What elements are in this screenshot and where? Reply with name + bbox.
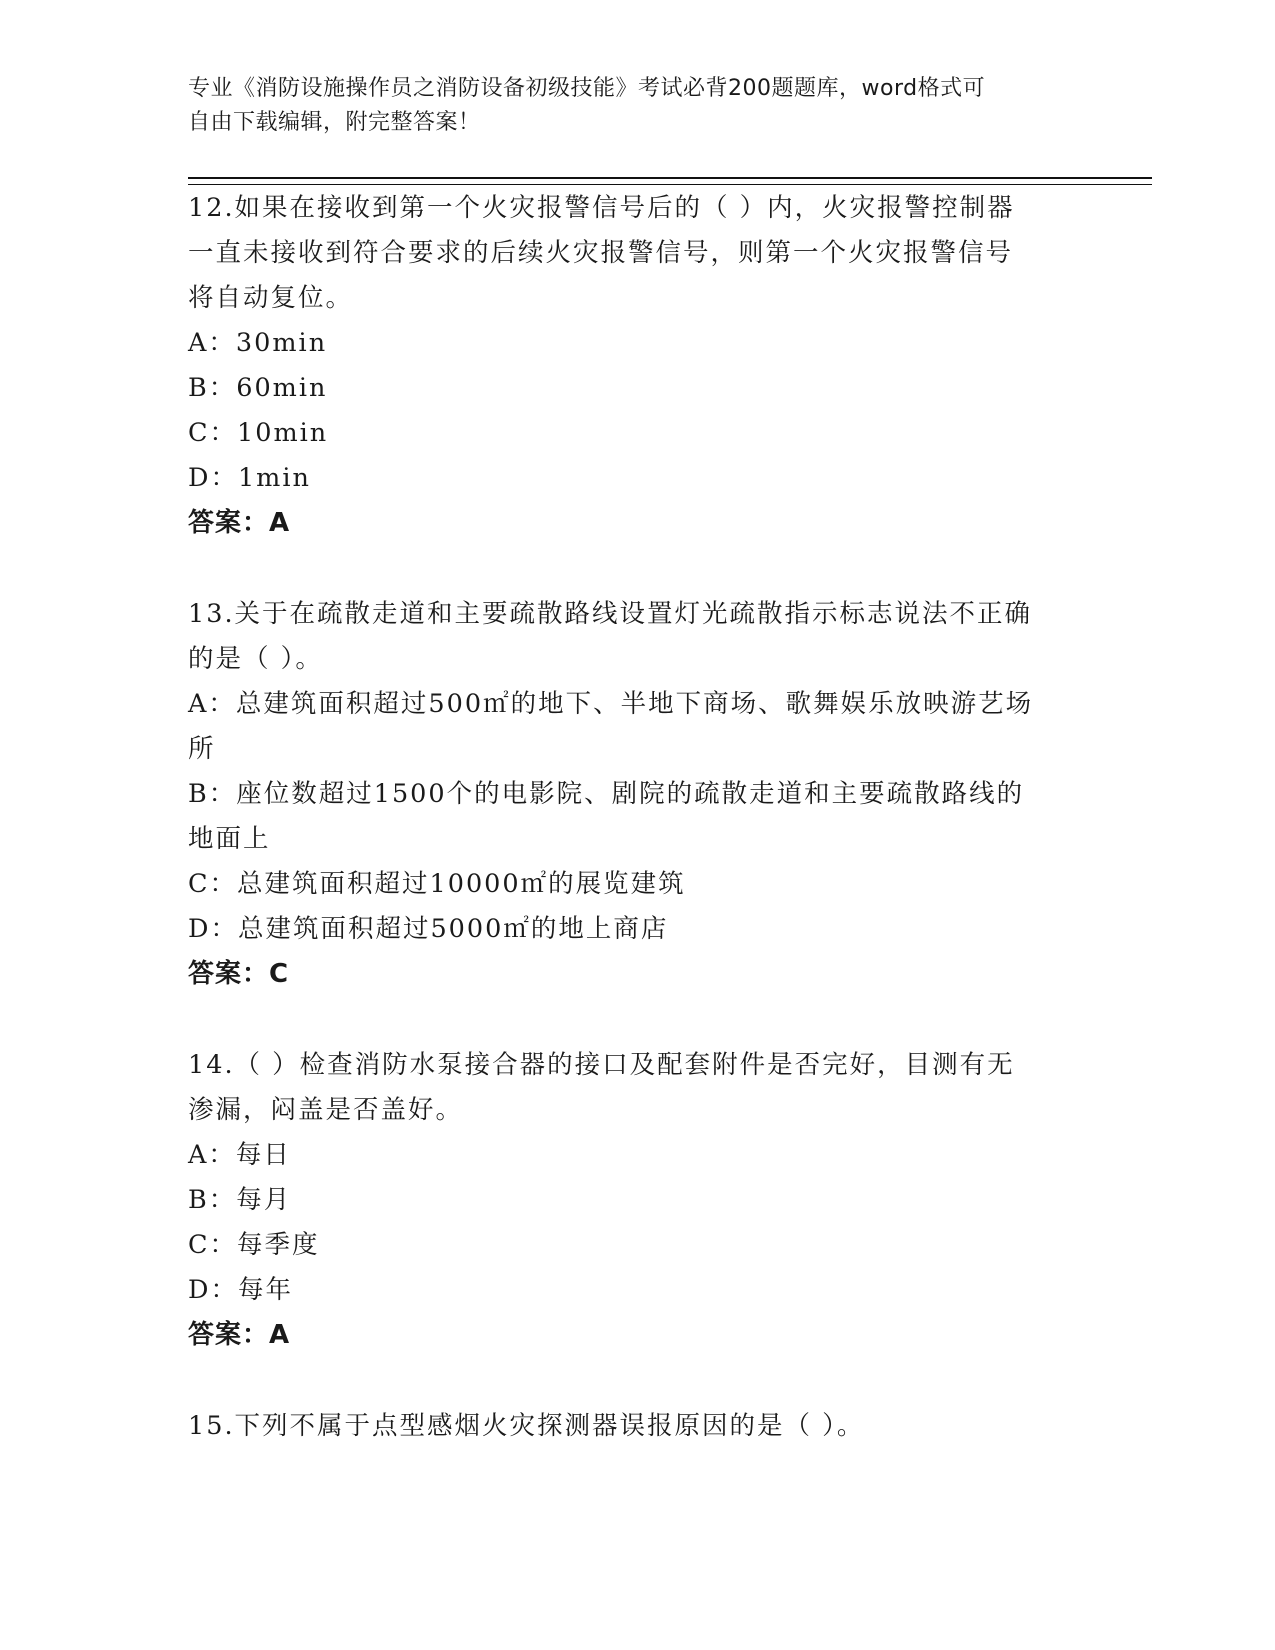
question-stem-line: 13.关于在疏散走道和主要疏散路线设置灯光疏散指示标志说法不正确 xyxy=(188,599,1033,629)
option-b: B：每月 xyxy=(188,1185,292,1215)
header-line-1: 专业《消防设施操作员之消防设备初级技能》考试必背200题题库，word格式可 xyxy=(188,76,986,101)
option-c: C：10min xyxy=(188,418,329,448)
question-stem-line: 将自动复位。 xyxy=(188,283,354,313)
option-c: C：总建筑面积超过10000㎡的展览建筑 xyxy=(188,869,686,899)
question-stem-line: 12.如果在接收到第一个火灾报警信号后的（ ）内，火灾报警控制器 xyxy=(188,193,1015,223)
option-a: A：总建筑面积超过500㎡的地下、半地下商场、歌舞娱乐放映游艺场 xyxy=(188,689,1034,719)
question-stem-line: 14.（ ）检查消防水泵接合器的接口及配套附件是否完好，目测有无 xyxy=(188,1050,1015,1080)
question-12 xyxy=(188,186,1015,546)
option-b: B：60min xyxy=(188,373,328,403)
option-b: B：座位数超过1500个的电影院、剧院的疏散走道和主要疏散路线的 xyxy=(188,779,1025,809)
question-13 xyxy=(188,592,1033,997)
option-a: A：每日 xyxy=(188,1140,291,1170)
question-stem-line: 一直未接收到符合要求的后续火灾报警信号，则第一个火灾报警信号 xyxy=(188,238,1014,268)
question-15 xyxy=(188,1404,864,1449)
header-line-2: 自由下载编辑，附完整答案！ xyxy=(188,110,481,135)
question-stem-line: 渗漏，闷盖是否盖好。 xyxy=(188,1095,464,1125)
option-d: D：每年 xyxy=(188,1275,293,1305)
option-d: D：1min xyxy=(188,463,311,493)
answer-line: 答案：C xyxy=(188,959,290,989)
answer-line: 答案：A xyxy=(188,508,291,538)
header-divider-thin xyxy=(188,184,1152,185)
question-stem-line: 15.下列不属于点型感烟火灾探测器误报原因的是（ ）。 xyxy=(188,1411,865,1441)
option-c: C：每季度 xyxy=(188,1230,320,1260)
question-14 xyxy=(188,1043,1015,1358)
option-a-continued: 所 xyxy=(188,734,216,764)
header-divider-thick xyxy=(188,177,1152,179)
option-a: A：30min xyxy=(188,328,328,358)
question-stem-line: 的是（ ）。 xyxy=(188,644,323,674)
document-header xyxy=(188,72,1088,140)
answer-line: 答案：A xyxy=(188,1320,291,1350)
option-b-continued: 地面上 xyxy=(188,824,271,854)
option-d: D：总建筑面积超过5000㎡的地上商店 xyxy=(188,914,669,944)
